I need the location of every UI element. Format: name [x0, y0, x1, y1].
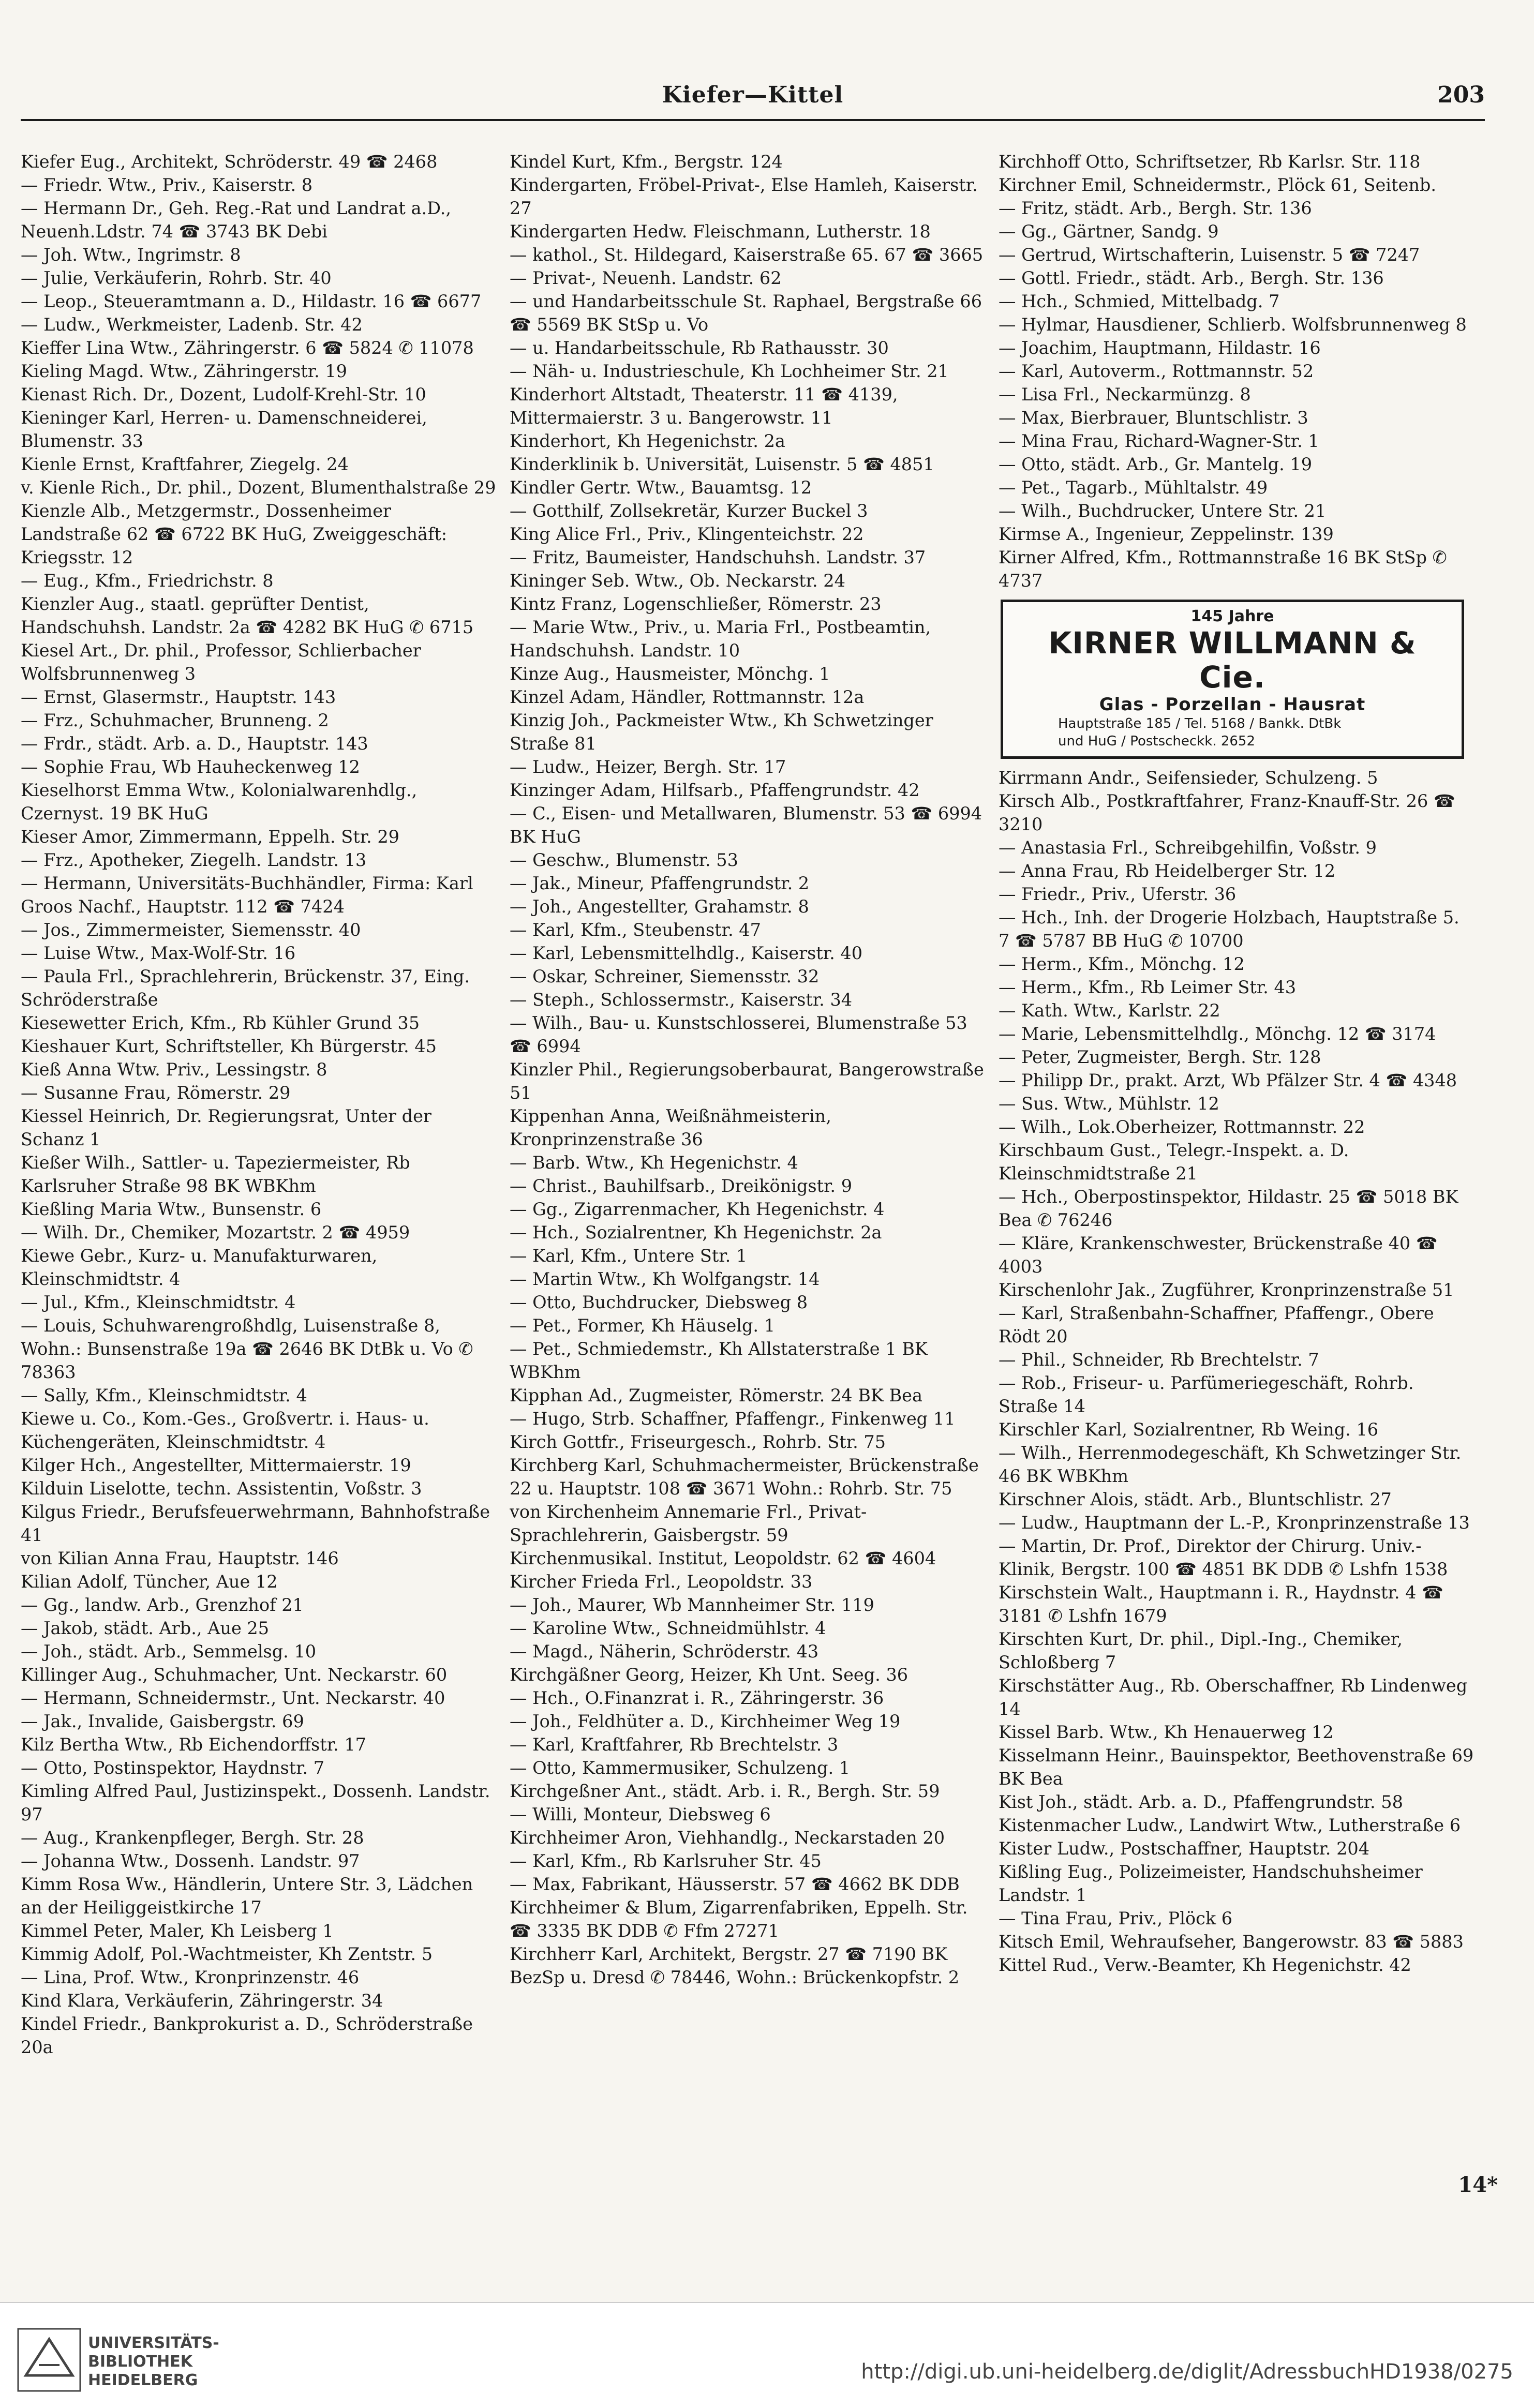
- directory-entry: — kathol., St. Hildegard, Kaiserstraße 65. 67 ☎ 3665: [510, 245, 984, 265]
- directory-entry: — Karoline Wtw., Schneidmühlstr. 4: [510, 1618, 826, 1638]
- directory-entry: — Marie, Lebensmittelhdlg., Mönchg. 12 ☎ 3174: [999, 1024, 1436, 1044]
- directory-entry: Kirchberg Karl, Schuhmachermeister, Brückenstraße 22 u. Hauptstr. 108 ☎ 3671 Wohn.: Rohrb. Str. 75: [510, 1455, 979, 1499]
- directory-entry: — Hugo, Strb. Schaffner, Pfaffengr., Finkenweg 11: [510, 1409, 956, 1429]
- directory-entry: Kister Ludw., Postschaffner, Hauptstr. 204: [999, 1838, 1370, 1859]
- directory-entry: — Hermann, Schneidermstr., Unt. Neckarstr. 40: [21, 1688, 445, 1708]
- directory-entry: — Anastasia Frl., Schreibgehilfin, Voßstr. 9: [999, 837, 1377, 858]
- directory-entry: — Ludw., Heizer, Bergh. Str. 17: [510, 757, 786, 777]
- directory-entry: Kiefer Eug., Architekt, Schröderstr. 49 ☎ 2468: [21, 152, 438, 172]
- directory-entry: King Alice Frl., Priv., Klingenteichstr. 22: [510, 524, 864, 544]
- directory-entry: Kiesel Art., Dr. phil., Professor, Schlierbacher Wolfsbrunnenweg 3: [21, 640, 421, 684]
- directory-entry: — Jak., Invalide, Gaisbergstr. 69: [21, 1711, 304, 1731]
- directory-entry: — Hylmar, Hausdiener, Schlierb. Wolfsbrunnenweg 8: [999, 315, 1467, 335]
- ad-address-line: Hauptstraße 185 / Tel. 5168 / Bankk. DtBk: [1058, 716, 1342, 731]
- directory-entry: — Karl, Autoverm., Rottmannstr. 52: [999, 361, 1314, 381]
- directory-entry: Kindel Kurt, Kfm., Bergstr. 124: [510, 152, 783, 172]
- directory-entry: — Kath. Wtw., Karlstr. 22: [999, 1000, 1220, 1021]
- directory-entry: Kießling Maria Wtw., Bunsenstr. 6: [21, 1199, 322, 1219]
- directory-entry: — Steph., Schlossermstr., Kaiserstr. 34: [510, 990, 853, 1010]
- directory-entry: — Wilh., Bau- u. Kunstschlosserei, Blumenstraße 53 ☎ 6994: [510, 1013, 967, 1056]
- directory-entry: — Joh. Wtw., Ingrimstr. 8: [21, 245, 241, 265]
- directory-entry: Kindler Gertr. Wtw., Bauamtsg. 12: [510, 477, 812, 498]
- directory-entry: Kirchgäßner Georg, Heizer, Kh Unt. Seeg. 36: [510, 1665, 909, 1685]
- directory-entry: Kinderhort, Kh Hegenichstr. 2a: [510, 431, 785, 451]
- directory-entry: — Pet., Former, Kh Häuselg. 1: [510, 1315, 776, 1336]
- footer-bar: [0, 2302, 1534, 2408]
- directory-entry: — Frz., Apotheker, Ziegelh. Landstr. 13: [21, 850, 367, 870]
- directory-entry: — Leop., Steueramtmann a. D., Hildastr. 16 ☎ 6677: [21, 291, 482, 311]
- directory-entry: — Otto, Postinspektor, Haydnstr. 7: [21, 1758, 325, 1778]
- directory-entry: — Joh., Maurer, Wb Mannheimer Str. 119: [510, 1595, 874, 1615]
- directory-entry: Kirch Gottfr., Friseurgesch., Rohrb. Str. 75: [510, 1432, 886, 1452]
- directory-entry: — Fritz, städt. Arb., Bergh. Str. 136: [999, 198, 1312, 218]
- directory-entry: Kintz Franz, Logenschließer, Römerstr. 23: [510, 594, 882, 614]
- directory-entry: Kienast Rich. Dr., Dozent, Ludolf-Krehl-Str. 10: [21, 384, 426, 405]
- directory-entry: Kienzler Aug., staatl. geprüfter Dentist, Handschuhsh. Landstr. 2a ☎ 4282 BK HuG ✆ 6715: [21, 594, 474, 637]
- directory-entry: — Jakob, städt. Arb., Aue 25: [21, 1618, 270, 1638]
- directory-entry: — Rob., Friseur- u. Parfümeriegeschäft, Rohrb. Straße 14: [999, 1373, 1414, 1416]
- directory-entry: Kircher Frieda Frl., Leopoldstr. 33: [510, 1572, 813, 1592]
- directory-entry: Kiesewetter Erich, Kfm., Rb Kühler Grund 35: [21, 1013, 420, 1033]
- directory-entry: — Karl, Straßenbahn-Schaffner, Pfaffengr., Obere Rödt 20: [999, 1303, 1434, 1347]
- directory-entry: — Martin, Dr. Prof., Direktor der Chirurg. Univ.-Klinik, Bergstr. 100 ☎ 4851 BK DDB ✆ Lshfn 1538: [999, 1536, 1448, 1579]
- directory-entry: — Gg., Gärtner, Sandg. 9: [999, 221, 1219, 242]
- directory-entry: — Friedr., Priv., Uferstr. 36: [999, 884, 1237, 904]
- directory-entry: — Julie, Verkäuferin, Rohrb. Str. 40: [21, 268, 332, 288]
- directory-entry: Kirchner Emil, Schneidermstr., Plöck 61, Seitenb.: [999, 175, 1436, 195]
- directory-entry: — Privat-, Neuenh. Landstr. 62: [510, 268, 782, 288]
- directory-entry: Kilger Hch., Angestellter, Mittermaierstr. 19: [21, 1455, 411, 1475]
- directory-entry: Kieß Anna Wtw. Priv., Lessingstr. 8: [21, 1059, 327, 1080]
- directory-entry: — Joh., Feldhüter a. D., Kirchheimer Weg 19: [510, 1711, 901, 1731]
- directory-entry: Kippenhan Anna, Weißnähmeisterin, Kronprinzenstraße 36: [510, 1106, 831, 1149]
- directory-entry: Kilian Adolf, Tüncher, Aue 12: [21, 1572, 278, 1592]
- directory-entry: Kieshauer Kurt, Schriftsteller, Kh Bürgerstr. 45: [21, 1036, 437, 1056]
- directory-entry: Kieselhorst Emma Wtw., Kolonialwarenhdlg., Czernyst. 19 BK HuG: [21, 780, 418, 824]
- directory-entry: — Geschw., Blumenstr. 53: [510, 850, 738, 870]
- directory-entry: Kipphan Ad., Zugmeister, Römerstr. 24 BK Bea: [510, 1385, 922, 1405]
- directory-entry: Kirschbaum Gust., Telegr.-Inspekt. a. D. Kleinschmidtstraße 21: [999, 1140, 1349, 1184]
- directory-entry: Kieling Magd. Wtw., Zähringerstr. 19: [21, 361, 347, 381]
- directory-entry: — Karl, Kraftfahrer, Rb Brechtelstr. 3: [510, 1734, 839, 1755]
- directory-entry: Kirschner Alois, städt. Arb., Bluntschlistr. 27: [999, 1489, 1392, 1509]
- directory-entry: Kissel Barb. Wtw., Kh Henauerweg 12: [999, 1722, 1334, 1742]
- column-3: [999, 150, 1475, 2157]
- directory-entry: — Jak., Mineur, Pfaffengrundstr. 2: [510, 873, 810, 893]
- page-header: [21, 78, 1485, 121]
- directory-entry: Kirchenmusikal. Institut, Leopoldstr. 62 ☎ 4604: [510, 1548, 936, 1568]
- directory-entry: — Pet., Schmiedemstr., Kh Allstaterstraße 1 BK WBKhm: [510, 1339, 928, 1382]
- directory-entry: Kirchherr Karl, Architekt, Bergstr. 27 ☎ 7190 BK BezSp u. Dresd ✆ 78446, Wohn.: Brückenkopfstr. 2: [510, 1944, 960, 1987]
- directory-entry: Kistenmacher Ludw., Landwirt Wtw., Lutherstraße 6: [999, 1815, 1461, 1835]
- directory-entry: Kirchhoff Otto, Schriftsetzer, Rb Karlsr. Str. 118: [999, 152, 1421, 172]
- directory-entry: Kirrmann Andr., Seifensieder, Schulzeng. 5: [999, 768, 1378, 788]
- directory-entry: — Phil., Schneider, Rb Brechtelstr. 7: [999, 1350, 1319, 1370]
- directory-entry: Kirchheimer & Blum, Zigarrenfabriken, Eppelh. Str. ☎ 3335 BK DDB ✆ Ffm 27271: [510, 1897, 968, 1941]
- directory-entry: — Ernst, Glasermstr., Hauptstr. 143: [21, 687, 336, 707]
- directory-entry: Kinzler Phil., Regierungsoberbaurat, Bangerowstraße 51: [510, 1059, 984, 1103]
- advertisement-box: [1001, 600, 1464, 759]
- directory-entry: Kinderhort Altstadt, Theaterstr. 11 ☎ 4139, Mittermaierstr. 3 u. Bangerowstr. 11: [510, 384, 898, 428]
- directory-entry: v. Kienle Rich., Dr. phil., Dozent, Blumenthalstraße 29: [21, 477, 496, 498]
- directory-entry: Kindergarten Hedw. Fleischmann, Lutherstr. 18: [510, 221, 931, 242]
- directory-entry: — Wilh., Herrenmodegeschäft, Kh Schwetzinger Str. 46 BK WBKhm: [999, 1443, 1462, 1486]
- directory-entry: Kienle Ernst, Kraftfahrer, Ziegelg. 24: [21, 454, 349, 474]
- directory-entry: Kittel Rud., Verw.-Beamter, Kh Hegenichstr. 42: [999, 1955, 1411, 1975]
- directory-entry: — Karl, Kfm., Rb Karlsruher Str. 45: [510, 1851, 822, 1871]
- directory-entry: — C., Eisen- und Metallwaren, Blumenstr. 53 ☎ 6994 BK HuG: [510, 803, 982, 847]
- directory-entry: Kitsch Emil, Wehraufseher, Bangerowstr. 83 ☎ 5883: [999, 1932, 1464, 1952]
- directory-entry: — Hch., Inh. der Drogerie Holzbach, Hauptstraße 5. 7 ☎ 5787 BB HuG ✆ 10700: [999, 907, 1459, 951]
- directory-entry: Killinger Aug., Schuhmacher, Unt. Neckarstr. 60: [21, 1665, 448, 1685]
- directory-entry: — Frz., Schuhmacher, Brunneng. 2: [21, 710, 329, 730]
- directory-entry: Kinzinger Adam, Hilfsarb., Pfaffengrundstr. 42: [510, 780, 920, 800]
- directory-entry: — Paula Frl., Sprachlehrerin, Brückenstr. 37, Eing. Schröderstraße: [21, 966, 470, 1010]
- library-logo-icon: [16, 2326, 83, 2394]
- directory-entry: Kindergarten, Fröbel-Privat-, Else Hamleh, Kaiserstr. 27: [510, 175, 978, 218]
- directory-entry: — Otto, Kammermusiker, Schulzeng. 1: [510, 1758, 851, 1778]
- directory-entry: — Herm., Kfm., Rb Leimer Str. 43: [999, 977, 1297, 997]
- directory-entry: — Frdr., städt. Arb. a. D., Hauptstr. 143: [21, 734, 368, 754]
- directory-entry: Kind Klara, Verkäuferin, Zähringerstr. 34: [21, 1991, 383, 2011]
- directory-entry: — Gottl. Friedr., städt. Arb., Bergh. Str. 136: [999, 268, 1384, 288]
- directory-entry: Kinzig Joh., Packmeister Wtw., Kh Schwetzinger Straße 81: [510, 710, 933, 754]
- ad-years: 145 Jahre: [1190, 607, 1274, 625]
- directory-entry: — Hch., Schmied, Mittelbadg. 7: [999, 291, 1280, 311]
- directory-entry: — Hermann, Universitäts-Buchhändler, Firma: Karl Groos Nachf., Hauptstr. 112 ☎ 7424: [21, 873, 473, 917]
- directory-entry: Kilgus Friedr., Berufsfeuerwehrmann, Bahnhofstraße 41: [21, 1502, 490, 1545]
- directory-entry: Kienzle Alb., Metzgermstr., Dossenheimer Landstraße 62 ☎ 6722 BK HuG, Zweiggeschäft: Kriegsstr. 12: [21, 501, 448, 567]
- directory-entry: — Martin Wtw., Kh Wolfgangstr. 14: [510, 1269, 820, 1289]
- directory-entry: — Johanna Wtw., Dossenh. Landstr. 97: [21, 1851, 360, 1871]
- signature-mark: 14*: [1458, 2173, 1498, 2197]
- directory-entry: — und Handarbeitsschule St. Raphael, Bergstraße 66 ☎ 5569 BK StSp u. Vo: [510, 291, 982, 335]
- directory-entry: — Gotthilf, Zollsekretär, Kurzer Buckel 3: [510, 501, 868, 521]
- directory-entry: — Gertrud, Wirtschafterin, Luisenstr. 5 ☎ 7247: [999, 245, 1420, 265]
- directory-entry: — Joh., städt. Arb., Semmelsg. 10: [21, 1641, 317, 1662]
- directory-entry: Kimling Alfred Paul, Justizinspekt., Dossenh. Landstr. 97: [21, 1781, 490, 1824]
- ad-goods: Glas - Porzellan - Hausrat: [1099, 694, 1366, 715]
- directory-entry: — Herm., Kfm., Mönchg. 12: [999, 954, 1245, 974]
- directory-entry: — Gg., landw. Arb., Grenzhof 21: [21, 1595, 304, 1615]
- directory-entry: — Karl, Kfm., Untere Str. 1: [510, 1246, 748, 1266]
- directory-entry: — Otto, städt. Arb., Gr. Mantelg. 19: [999, 454, 1313, 474]
- directory-entry: — Näh- u. Industrieschule, Kh Lochheimer Str. 21: [510, 361, 949, 381]
- directory-entry: Kirschten Kurt, Dr. phil., Dipl.-Ing., Chemiker, Schloßberg 7: [999, 1629, 1403, 1672]
- directory-entry: — Ludw., Werkmeister, Ladenb. Str. 42: [21, 315, 363, 335]
- directory-entry: Kindel Friedr., Bankprokurist a. D., Schröderstraße 20a: [21, 2014, 473, 2057]
- directory-entry: — Fritz, Baumeister, Handschuhsh. Landstr. 37: [510, 547, 926, 567]
- directory-entry: Kinze Aug., Hausmeister, Mönchg. 1: [510, 664, 830, 684]
- directory-entry: — Kläre, Krankenschwester, Brückenstraße 40 ☎ 4003: [999, 1233, 1438, 1277]
- directory-entry: Kilz Bertha Wtw., Rb Eichendorffstr. 17: [21, 1734, 366, 1755]
- source-url[interactable]: http://digi.ub.uni-heidelberg.de/diglit/AdressbuchHD1938/0275: [861, 2360, 1513, 2384]
- directory-entry: Kilduin Liselotte, techn. Assistentin, Voßstr. 3: [21, 1478, 422, 1499]
- directory-entry: — Willi, Monteur, Diebsweg 6: [510, 1804, 771, 1824]
- directory-entry: Kirchgeßner Ant., städt. Arb. i. R., Bergh. Str. 59: [510, 1781, 940, 1801]
- directory-entry: Kisselmann Heinr., Bauinspektor, Beethovenstraße 69 BK Bea: [999, 1745, 1474, 1789]
- directory-entry: — Wilh. Dr., Chemiker, Mozartstr. 2 ☎ 4959: [21, 1222, 410, 1243]
- directory-entry: Kieser Amor, Zimmermann, Eppelh. Str. 29: [21, 827, 399, 847]
- column-1: [21, 150, 497, 2157]
- directory-entry: — Max, Fabrikant, Häusserstr. 57 ☎ 4662 BK DDB: [510, 1874, 960, 1894]
- directory-entry: — u. Handarbeitsschule, Rb Rathausstr. 30: [510, 338, 889, 358]
- directory-entry: Kißling Eug., Polizeimeister, Handschuhsheimer Landstr. 1: [999, 1862, 1423, 1905]
- directory-entry: von Kilian Anna Frau, Hauptstr. 146: [21, 1548, 339, 1568]
- ad-firm-name: KIRNER WILLMANN & Cie.: [1048, 625, 1417, 695]
- directory-entry: Kiessel Heinrich, Dr. Regierungsrat, Unter der Schanz 1: [21, 1106, 431, 1149]
- directory-entry: Kieninger Karl, Herren- u. Damenschneiderei, Blumenstr. 33: [21, 408, 427, 451]
- ad-address-line: und HuG / Postscheckk. 2652: [1058, 734, 1256, 749]
- directory-entry: — Wilh., Buchdrucker, Untere Str. 21: [999, 501, 1327, 521]
- directory-entry: — Max, Bierbrauer, Bluntschlistr. 3: [999, 408, 1308, 428]
- directory-entry: — Susanne Frau, Römerstr. 29: [21, 1083, 291, 1103]
- directory-entry: — Eug., Kfm., Friedrichstr. 8: [21, 571, 274, 591]
- directory-entry: — Louis, Schuhwarengroßhdlg, Luisenstraße 8, Wohn.: Bunsenstraße 19a ☎ 2646 BK DtBk u. Vo ✆ 78363: [21, 1315, 473, 1382]
- directory-entry: — Hch., Oberpostinspektor, Hildastr. 25 ☎ 5018 BK Bea ✆ 76246: [999, 1187, 1458, 1230]
- column-2: [510, 150, 986, 2157]
- directory-entry: — Sophie Frau, Wb Hauheckenweg 12: [21, 757, 360, 777]
- directory-entry: — Joh., Angestellter, Grahamstr. 8: [510, 896, 809, 917]
- directory-entry: Kirschstein Walt., Hauptmann i. R., Haydnstr. 4 ☎ 3181 ✆ Lshfn 1679: [999, 1582, 1443, 1626]
- directory-entry: Kimmel Peter, Maler, Kh Leisberg 1: [21, 1921, 334, 1941]
- directory-entry: Kirsch Alb., Postkraftfahrer, Franz-Knauff-Str. 26 ☎ 3210: [999, 791, 1455, 834]
- directory-entry: Kirner Alfred, Kfm., Rottmannstraße 16 BK StSp ✆ 4737: [999, 547, 1447, 591]
- directory-entry: — Jos., Zimmermeister, Siemensstr. 40: [21, 920, 361, 940]
- directory-entry: — Otto, Buchdrucker, Diebsweg 8: [510, 1292, 808, 1312]
- directory-entry: — Barb. Wtw., Kh Hegenichstr. 4: [510, 1153, 798, 1173]
- page-title: Kiefer—Kittel: [662, 82, 844, 108]
- directory-entry: — Philipp Dr., prakt. Arzt, Wb Pfälzer Str. 4 ☎ 4348: [999, 1070, 1457, 1090]
- directory-entry: — Magd., Näherin, Schröderstr. 43: [510, 1641, 819, 1662]
- directory-entry: — Peter, Zugmeister, Bergh. Str. 128: [999, 1047, 1321, 1067]
- directory-entry: — Anna Frau, Rb Heidelberger Str. 12: [999, 861, 1336, 881]
- page-number: 203: [1437, 82, 1485, 108]
- directory-entry: — Gg., Zigarrenmacher, Kh Hegenichstr. 4: [510, 1199, 885, 1219]
- directory-entry: — Sally, Kfm., Kleinschmidtstr. 4: [21, 1385, 307, 1405]
- directory-entry: — Sus. Wtw., Mühlstr. 12: [999, 1094, 1219, 1114]
- directory-entry: Kirschenlohr Jak., Zugführer, Kronprinzenstraße 51: [999, 1280, 1454, 1300]
- directory-entry: Kimmig Adolf, Pol.-Wachtmeister, Kh Zentstr. 5: [21, 1944, 433, 1964]
- directory-entry: Kinderklinik b. Universität, Luisenstr. 5 ☎ 4851: [510, 454, 934, 474]
- directory-entry: — Aug., Krankenpfleger, Bergh. Str. 28: [21, 1828, 364, 1848]
- directory-entry: — Christ., Bauhilfsarb., Dreikönigstr. 9: [510, 1176, 853, 1196]
- directory-entry: Kiewe u. Co., Kom.-Ges., Großvertr. i. Haus- u. Küchengeräten, Kleinschmidtstr. 4: [21, 1409, 429, 1452]
- directory-entry: — Jul., Kfm., Kleinschmidtstr. 4: [21, 1292, 296, 1312]
- directory-entry: — Joachim, Hauptmann, Hildastr. 16: [999, 338, 1321, 358]
- directory-entry: Kirschstätter Aug., Rb. Oberschaffner, Rb Lindenweg 14: [999, 1676, 1468, 1719]
- directory-entry: — Marie Wtw., Priv., u. Maria Frl., Postbeamtin, Handschuhsh. Landstr. 10: [510, 617, 931, 661]
- directory-entry: Kießer Wilh., Sattler- u. Tapeziermeister, Rb Karlsruher Straße 98 BK WBKhm: [21, 1153, 410, 1196]
- directory-entry: — Tina Frau, Priv., Plöck 6: [999, 1908, 1233, 1928]
- directory-entry: — Hermann Dr., Geh. Reg.-Rat und Landrat a.D., Neuenh.Ldstr. 74 ☎ 3743 BK Debi: [21, 198, 452, 242]
- directory-entry: Kinzel Adam, Händler, Rottmannstr. 12a: [510, 687, 865, 707]
- directory-entry: — Friedr. Wtw., Priv., Kaiserstr. 8: [21, 175, 313, 195]
- directory-entry: Kiewe Gebr., Kurz- u. Manufakturwaren, Kleinschmidtstr. 4: [21, 1246, 378, 1289]
- directory-entry: Kirchheimer Aron, Viehhandlg., Neckarstaden 20: [510, 1828, 945, 1848]
- directory-entry: — Wilh., Lok.Oberheizer, Rottmannstr. 22: [999, 1117, 1365, 1137]
- directory-entry: — Hch., O.Finanzrat i. R., Zähringerstr. 36: [510, 1688, 884, 1708]
- directory-entry: Kist Joh., städt. Arb. a. D., Pfaffengrundstr. 58: [999, 1792, 1403, 1812]
- directory-entry: — Karl, Lebensmittelhdlg., Kaiserstr. 40: [510, 943, 863, 963]
- library-name: UNIVERSITÄTS- BIBLIOTHEK HEIDELBERG: [88, 2334, 219, 2389]
- directory-entry: — Karl, Kfm., Steubenstr. 47: [510, 920, 761, 940]
- directory-entry: Kirschler Karl, Sozialrentner, Rb Weing. 16: [999, 1419, 1379, 1440]
- directory-entry: — Oskar, Schreiner, Siemensstr. 32: [510, 966, 820, 986]
- directory-entry: — Luise Wtw., Max-Wolf-Str. 16: [21, 943, 296, 963]
- directory-entry: Kieffer Lina Wtw., Zähringerstr. 6 ☎ 5824 ✆ 11078: [21, 338, 474, 358]
- directory-entry: — Lisa Frl., Neckarmünzg. 8: [999, 384, 1251, 405]
- directory-entry: Kimm Rosa Ww., Händlerin, Untere Str. 3, Lädchen an der Heiliggeistkirche 17: [21, 1874, 473, 1918]
- directory-entry: — Mina Frau, Richard-Wagner-Str. 1: [999, 431, 1319, 451]
- directory-entry: Kirmse A., Ingenieur, Zeppelinstr. 139: [999, 524, 1334, 544]
- directory-entry: — Hch., Sozialrentner, Kh Hegenichstr. 2a: [510, 1222, 882, 1243]
- directory-entry: — Ludw., Hauptmann der L.-P., Kronprinzenstraße 13: [999, 1513, 1470, 1533]
- directory-entry: — Pet., Tagarb., Mühltalstr. 49: [999, 477, 1268, 498]
- directory-entry: Kininger Seb. Wtw., Ob. Neckarstr. 24: [510, 571, 845, 591]
- directory-entry: — Lina, Prof. Wtw., Kronprinzenstr. 46: [21, 1967, 360, 1987]
- directory-entry: von Kirchenheim Annemarie Frl., Privat-Sprachlehrerin, Gaisbergstr. 59: [510, 1502, 867, 1545]
